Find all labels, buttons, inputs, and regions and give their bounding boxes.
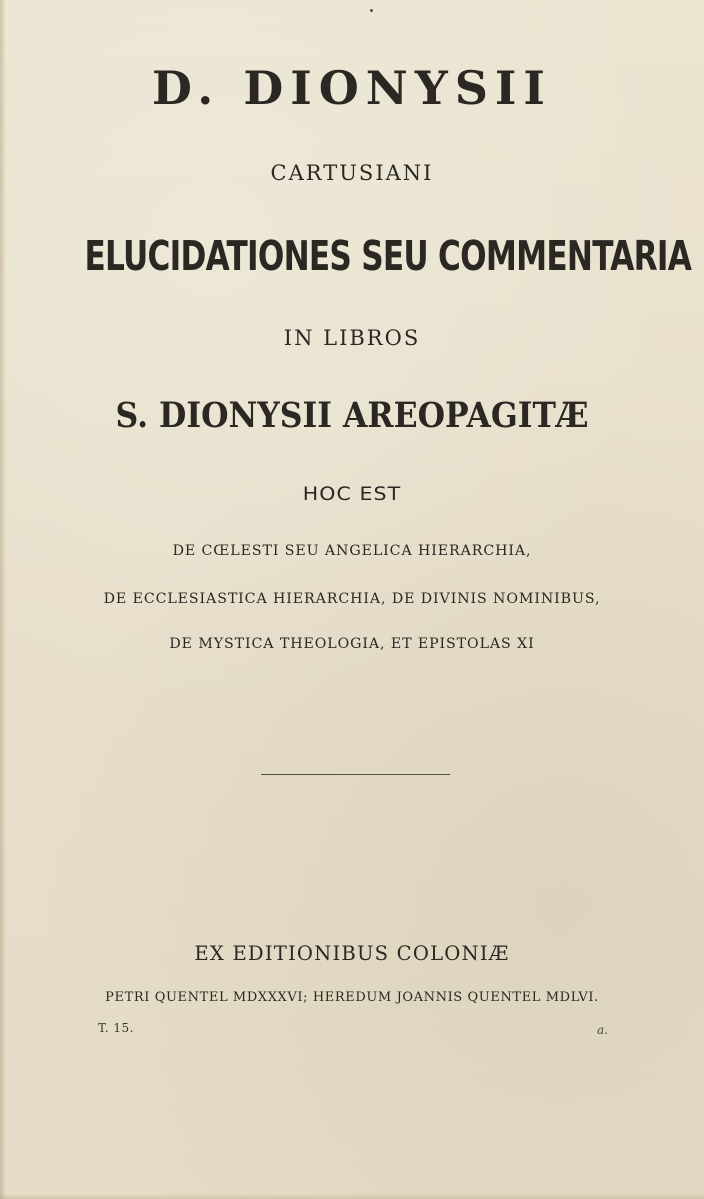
imprint-line-2: PETRI QUENTEL MDXXXVI; HEREDUM JOANNIS QUENTEL MDLVI. [105,990,599,1005]
imprint-line-1: EX EDITIONIBUS COLONIÆ [194,941,510,965]
gathering-signature: a. [597,1023,608,1037]
author-name-line: D. DIONYSII [152,61,552,115]
ink-speck [370,9,373,12]
subtitle-line-2: S. DIONYSII AREOPAGITÆ [115,395,589,436]
contents-line-1: DE CŒLESTI SEU ANGELICA HIERARCHIA, [172,543,532,559]
contents-line-2: DE ECCLESIASTICA HIERARCHIA, DE DIVINIS NOMINIBUS, [103,591,601,607]
main-title-line: ELUCIDATIONES SEU COMMENTARIA [84,232,692,280]
author-order-line: CARTUSIANI [270,161,434,185]
subtitle-line-3: HOC EST [302,483,402,505]
separator-rule [261,774,450,775]
page-edge-bottom [0,1194,704,1199]
subtitle-line-1: IN LIBROS [283,326,421,350]
volume-signature: T. 15. [98,1021,134,1035]
contents-line-3: DE MYSTICA THEOLOGIA, ET EPISTOLAS XI [169,636,535,652]
